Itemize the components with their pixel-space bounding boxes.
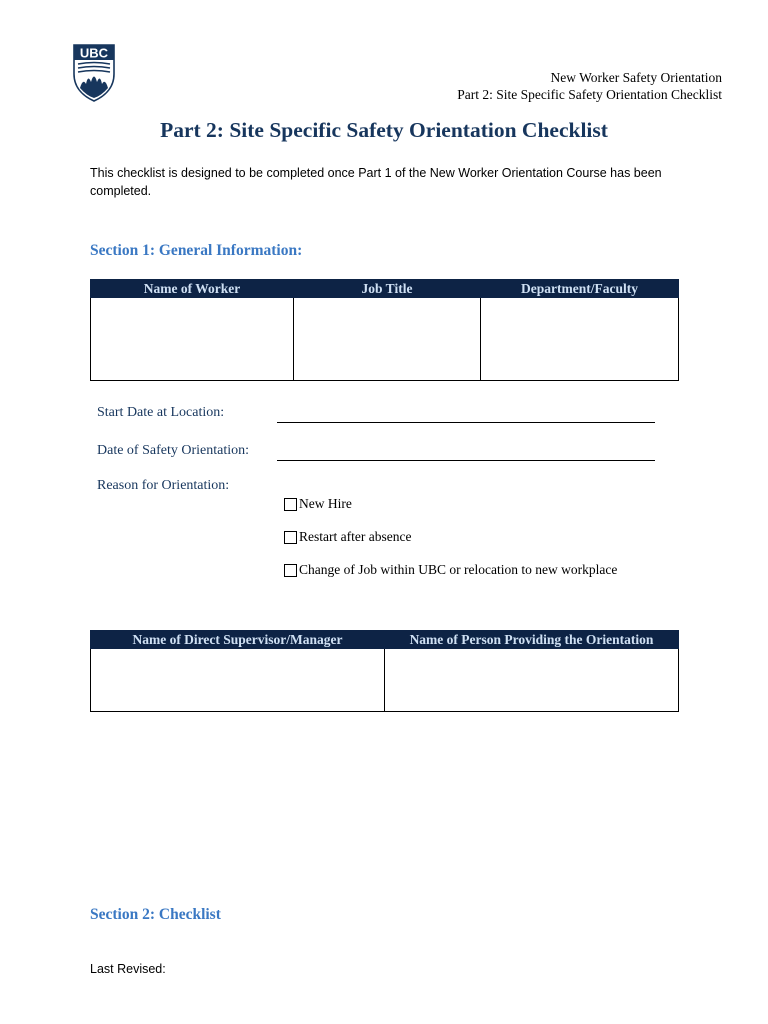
orientation-date-field[interactable] [277,460,655,461]
col-header-supervisor: Name of Direct Supervisor/Manager [91,631,385,649]
supervisor-table [90,630,679,712]
orientation-date-label: Date of Safety Orientation: [97,443,250,458]
intro-text: This checklist is designed to be completed once Part 1 of the New Worker Orientation Course has been completed. [90,166,662,198]
start-date-label: Start Date at Location: [97,405,225,420]
reason-label: Reason for Orientation: [97,478,230,493]
start-date-field[interactable] [277,422,655,423]
section-2-heading: Section 2: Checklist [90,906,221,923]
last-revised-label: Last Revised: [90,962,166,976]
general-info-table [90,279,679,381]
change-of-job-checkbox[interactable] [284,564,297,577]
document-header [457,69,722,103]
worker-name-cell[interactable] [91,298,294,381]
page-title: Part 2: Site Specific Safety Orientation Checklist [160,118,608,142]
ubc-crest-icon [73,44,115,102]
col-header-department: Department/Faculty [481,280,679,298]
header-line-2: Part 2: Site Specific Safety Orientation Checklist [457,87,722,102]
reason-option-new-hire[interactable] [284,496,352,512]
section-1-heading: Section 1: General Information: [90,242,303,259]
ubc-logo [73,44,115,102]
change-of-job-label: Change of Job within UBC or relocation to new workplace [299,562,618,577]
col-header-job-title: Job Title [294,280,481,298]
department-cell[interactable] [481,298,679,381]
logo-text: UBC [79,45,109,61]
header-line-1: New Worker Safety Orientation [550,70,722,85]
col-header-orientation-provider: Name of Person Providing the Orientation [385,631,679,649]
restart-label: Restart after absence [299,529,412,544]
new-hire-checkbox[interactable] [284,498,297,511]
supervisor-name-cell[interactable] [91,649,385,712]
restart-checkbox[interactable] [284,531,297,544]
orientation-provider-cell[interactable] [385,649,679,712]
reason-option-restart[interactable] [284,529,411,545]
col-header-worker-name: Name of Worker [91,280,294,298]
reason-option-change-of-job[interactable] [284,562,617,578]
new-hire-label: New Hire [299,496,352,511]
job-title-cell[interactable] [294,298,481,381]
